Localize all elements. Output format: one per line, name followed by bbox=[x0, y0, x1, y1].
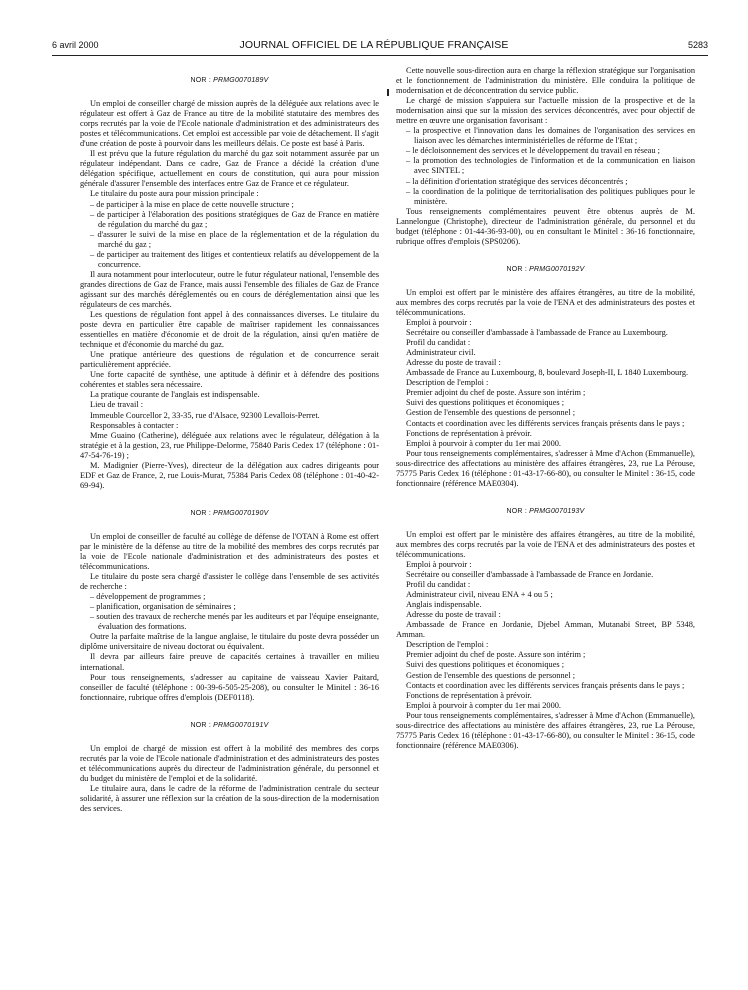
paragraph: Emploi à pourvoir : bbox=[406, 560, 472, 570]
paragraph: Adresse du poste de travail : bbox=[406, 610, 501, 620]
paragraph: Un emploi de conseiller chargé de mission auprès de la déléguée aux relations avec le régulateur est offert à Gaz de France au titre de la mobilité statutaire des membres des corps recrutés par la voie de l'Ecole nationale d'administration et des administrateurs des postes et télécommunications. Cet emploi est accessible par voie de détachement. Il s'agit d'une création de poste à pourvoir dans les meilleurs délais. Ce poste est basé à Paris. bbox=[80, 99, 379, 149]
paragraph: Premier adjoint du chef de poste. Assure son intérim ; bbox=[406, 650, 586, 660]
issue-date: 6 avril 2000 bbox=[52, 40, 99, 50]
paragraph: La pratique courante de l'anglais est indispensable. bbox=[90, 390, 260, 400]
list-item: – développement de programmes ; bbox=[80, 592, 379, 602]
objective-list bbox=[396, 126, 695, 206]
paragraph: Administrateur civil. bbox=[406, 348, 476, 358]
paragraph: Il aura notamment pour interlocuteur, outre le futur régulateur national, l'ensemble des grandes directions de Gaz de France, mais aussi l'ensemble des filiales de Gaz de France agissant sur des marchés déréglementés ou en cours de déréglementation ainsi que les régulateurs de ces marchés. bbox=[80, 269, 379, 309]
paragraph: Un emploi de conseiller de faculté au collège de défense de l'OTAN à Rome est offert par le ministère de la défense au titre de la mobilité des membres des corps recrutés par la voie de l'Ecole nationale d'administration et des administrateurs des postes et télécommunications. bbox=[80, 531, 379, 572]
list-item: – la promotion des technologies de l'information et de la communication en liaison avec SINTEL ; bbox=[396, 156, 695, 176]
paragraph: Description de l'emploi : bbox=[406, 640, 489, 650]
paragraph: Une pratique antérieure des questions de régulation et de concurrence serait particulièrement appréciée. bbox=[80, 350, 379, 370]
nor-reference: NOR : PRMG0070192V bbox=[506, 265, 585, 273]
paragraph: Contacts et coordination avec les différents services français présents dans le pays ; bbox=[406, 418, 685, 428]
list-item: – soutien des travaux de recherche menés par les auditeurs et par l'équipe enseignante, évaluation des formations. bbox=[80, 612, 379, 632]
list-item: – planification, organisation de séminaires ; bbox=[80, 602, 379, 612]
paragraph: Fonctions de représentation à prévoir. bbox=[406, 428, 532, 438]
paragraph: Secrétaire ou conseiller d'ambassade à l'ambassade de France au Luxembourg. bbox=[406, 328, 668, 338]
paragraph: Cette nouvelle sous-direction aura en charge la réflexion stratégique sur l'organisation et le fonctionnement de l'administration du ministère. Elle conduira la politique de modernisation et de déconcentration du service public. bbox=[396, 66, 695, 96]
paragraph: Pour tous renseignements complémentaires, s'adresser à Mme d'Achon (Emmanuelle), sous-directrice des affectations au ministère des affaires étrangères, 23, rue La Pérouse, 75775 Paris Cedex 16 (téléphone : 01-43-17-66-80), ou consulter le Minitel : 36-15, code fonctionnaire (référence MAE0306). bbox=[396, 710, 695, 750]
paragraph: Mme Guaino (Catherine), déléguée aux relations avec le régulateur, délégation à la stratégie et à la gestion, 23, rue Philippe-Delorme, 75840 Paris Cedex 17 (téléphone : 01-47-54-76-19) ; bbox=[80, 430, 379, 460]
list-item: – de participer à la mise en place de cette nouvelle structure ; bbox=[80, 200, 379, 210]
paragraph: Emploi à pourvoir à compter du 1er mai 2000. bbox=[406, 438, 562, 448]
paragraph: Outre la parfaite maîtrise de la langue anglaise, le titulaire du poste devra posséder un diplôme universitaire de niveau doctorat ou équivalent. bbox=[80, 632, 379, 652]
paragraph: Pour tous renseignements, s'adresser au capitaine de vaisseau Xavier Paitard, conseiller de faculté (téléphone : 00-39-6-505-25-208), ou consulter le Minitel : 36-16 fonctionnaire, rubrique offres d'emplois (DEF0118). bbox=[80, 672, 379, 702]
paragraph: Un emploi est offert par le ministère des affaires étrangères, au titre de la mobilité, aux membres des corps recrutés par la voie de l'ENA et des administrateurs des postes et télécommunications. bbox=[396, 529, 695, 559]
paragraph: Un emploi de chargé de mission est offert à la mobilité des membres des corps recrutés par la voie de l'Ecole nationale d'administration et des administrateurs des postes et télécommunications auprès du directeur de l'administration générale, du personnel et du budget du ministère de l'emploi et de la solidarité. bbox=[80, 743, 379, 783]
paragraph: Secrétaire ou conseiller d'ambassade à l'ambassade de France en Jordanie. bbox=[406, 570, 654, 580]
column-divider-mark bbox=[387, 89, 389, 96]
paragraph: Lieu de travail : bbox=[90, 400, 144, 410]
paragraph: Description de l'emploi : bbox=[406, 378, 489, 388]
paragraph: Suivi des questions politiques et économiques ; bbox=[406, 398, 565, 408]
paragraph: Profil du candidat : bbox=[406, 580, 471, 590]
nor-reference: NOR : PRMG0070193V bbox=[506, 507, 585, 515]
mission-list bbox=[80, 200, 379, 270]
paragraph: Le titulaire du poste aura pour mission principale : bbox=[90, 189, 259, 199]
paragraph: Contacts et coordination avec les différents services français présents dans le pays ; bbox=[406, 680, 685, 690]
nor-reference: NOR : PRMG0070191V bbox=[190, 721, 269, 729]
journal-title: JOURNAL OFFICIEL DE LA RÉPUBLIQUE FRANÇAISE bbox=[239, 39, 509, 51]
page-number: 5283 bbox=[687, 40, 708, 50]
paragraph: Gestion de l'ensemble des questions de personnel ; bbox=[406, 670, 576, 680]
list-item: – la définition d'orientation stratégique des services déconcentrés ; bbox=[396, 177, 695, 187]
paragraph: Adresse du poste de travail : bbox=[406, 358, 501, 368]
paragraph: Tous renseignements complémentaires peuvent être obtenus auprès de M. Lannelongue (Christophe), directeur de l'administration générale, du personnel et du budget (téléphone : 01-44-36-93-00), ou en consultant le Minitel : 36-16 fonctionnaire, rubrique offres d'emplois (SPS0206). bbox=[396, 206, 695, 246]
list-item: – d'assurer le suivi de la mise en place de la réglementation et de la régulation du marché du gaz ; bbox=[80, 230, 379, 250]
paragraph: Un emploi est offert par le ministère des affaires étrangères, au titre de la mobilité, aux membres des corps recrutés par la voie de l'ENA et des administrateurs des postes et télécommunications. bbox=[396, 287, 695, 317]
paragraph: Premier adjoint du chef de poste. Assure son intérim ; bbox=[406, 388, 586, 398]
paragraph: Le chargé de mission s'appuiera sur l'actuelle mission de la prospective et de la modernisation ainsi que sur la mission des services déconcentrés, avec pour objectif de mettre en œuvre une organisation favorisant : bbox=[396, 96, 695, 126]
paragraph: Gestion de l'ensemble des questions de personnel ; bbox=[406, 408, 576, 418]
paragraph: Responsables à contacter : bbox=[90, 420, 179, 430]
paragraph: Immeuble Courcellor 2, 33-35, rue d'Alsace, 92300 Levallois-Perret. bbox=[90, 410, 320, 420]
paragraph: Ambassade de France en Jordanie, Djebel Amman, Mutanabi Street, BP 5348, Amman. bbox=[396, 620, 695, 640]
paragraph: Fonctions de représentation à prévoir. bbox=[406, 690, 532, 700]
paragraph: Une forte capacité de synthèse, une aptitude à définir et à défendre des positions cohérentes et stables sera nécessaire. bbox=[80, 370, 379, 390]
paragraph: Il devra par ailleurs faire preuve de capacités certaines à travailler en milieu international. bbox=[80, 652, 379, 672]
list-item: – de participer au traitement des litiges et contentieux relatifs au développement de la concurrence. bbox=[80, 250, 379, 270]
paragraph: Emploi à pourvoir à compter du 1er mai 2000. bbox=[406, 700, 562, 710]
list-item: – la prospective et l'innovation dans les domaines de l'organisation des services en liaison avec les démarches interministérielles de réforme de l'Etat ; bbox=[396, 126, 695, 146]
page-header bbox=[0, 0, 748, 60]
paragraph: Emploi à pourvoir : bbox=[406, 318, 472, 328]
nor-reference: NOR : PRMG0070190V bbox=[190, 509, 269, 517]
paragraph: Ambassade de France au Luxembourg, 8, boulevard Joseph-II, L 1840 Luxembourg. bbox=[406, 368, 689, 378]
left-column bbox=[80, 66, 379, 814]
activity-list bbox=[80, 592, 379, 632]
paragraph: M. Madignier (Pierre-Yves), directeur de la délégation aux cadres dirigeants pour EDF et Gaz de France, 2, rue Louis-Murat, 75384 Paris Cedex 08 (téléphone : 01-40-42-69-94). bbox=[80, 460, 379, 490]
paragraph: Administrateur civil, niveau ENA + 4 ou 5 ; bbox=[406, 590, 553, 600]
paragraph: Il est prévu que la future régulation du marché du gaz soit notamment assurée par un régulateur indépendant. Dans ce cadre, Gaz de France a décidé la création d'une délégation spécifique, actuellement en cours de constitution, qui aura pour mission générale d'assurer l'ensemble des interfaces entre Gaz de France et ce régulateur. bbox=[80, 149, 379, 189]
paragraph: Les questions de régulation font appel à des connaissances diverses. Le titulaire du poste devra en particulier être capable de maîtriser rapidement les connaissances essentielles en matière d'économie et de droit de la régulation, ainsi qu'en matière de technique et d'économie du marché du gaz. bbox=[80, 310, 379, 350]
list-item: – le décloisonnement des services et le développement du travail en réseau ; bbox=[396, 146, 695, 156]
nor-reference: NOR : PRMG0070189V bbox=[190, 77, 269, 84]
paragraph: Suivi des questions politiques et économiques ; bbox=[406, 660, 565, 670]
header-rule bbox=[52, 55, 708, 56]
paragraph: Le titulaire du poste sera chargé d'assister le collège dans l'ensemble de ses activités de recherche : bbox=[80, 572, 379, 592]
paragraph: Le titulaire aura, dans le cadre de la réforme de l'administration centrale du secteur solidarité, à assurer une réflexion sur la création de la sous-direction de la modernisation des services. bbox=[80, 783, 379, 814]
list-item: – de participer à l'élaboration des positions stratégiques de Gaz de France en matière de régulation du marché du gaz ; bbox=[80, 210, 379, 230]
list-item: – la coordination de la politique de territorialisation des politiques publiques pour le ministère. bbox=[396, 187, 695, 207]
right-column bbox=[396, 66, 695, 751]
paragraph: Profil du candidat : bbox=[406, 338, 471, 348]
paragraph: Pour tous renseignements complémentaires, s'adresser à Mme d'Achon (Emmanuelle), sous-directrice des affectations au ministère des affaires étrangères, 23, rue La Pérouse, 75775 Paris Cedex 16 (téléphone : 01-43-17-66-80), ou consulter le Minitel : 36-15, code fonctionnaire (référence MAE0304). bbox=[396, 448, 695, 488]
paragraph: Anglais indispensable. bbox=[406, 600, 482, 610]
